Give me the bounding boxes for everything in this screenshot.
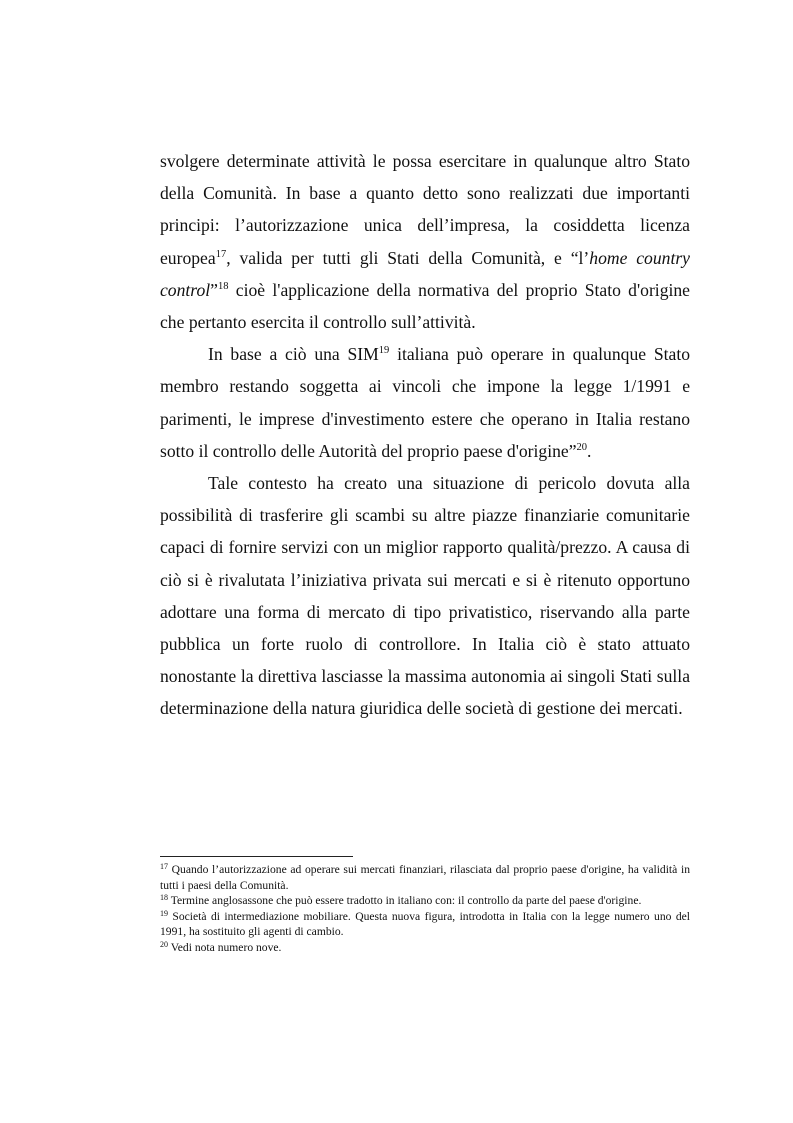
footnote-ref-17: 17 (215, 248, 227, 260)
footnote-text: Società di intermediazione mobiliare. Questa nuova figura, introdotta in Italia con la legge numero uno del 1991, ha sostituito gli agenti di cambio. (160, 909, 690, 939)
footnote-20 (160, 940, 690, 956)
paragraph-text: svolgere determinate attività le possa esercitare in qualunque altro Stato della Comunità. In base a quanto detto sono realizzati due importanti principi: l’autorizzazione unica dell’impresa, la cosiddetta licenza europea (160, 151, 690, 268)
paragraph-text: cioè l'applicazione della normativa del proprio Stato d'origine che pertanto esercita il controllo sull’attività. (160, 279, 690, 333)
paragraph-2 (160, 338, 690, 467)
footnote-text: Quando l’autorizzazione ad operare sui mercati finanziari, rilasciata dal proprio paese d'origine, ha validità in tutti i paesi della Comunità. (160, 863, 690, 892)
footnote-ref-19: 19 (378, 345, 390, 357)
paragraph-text: In base a ciò una SIM (208, 344, 379, 365)
footnotes (160, 862, 690, 956)
footnote-number: 18 (160, 893, 168, 903)
paragraph-text: . (587, 440, 592, 461)
italic-term: home country control (160, 247, 690, 300)
footnote-number: 20 (160, 939, 168, 949)
footnote-separator (160, 856, 353, 857)
footnote-text: Termine anglosassone che può essere tradotto in italiano con: il controllo da parte del paese d'origine. (168, 894, 642, 908)
main-text (160, 145, 690, 725)
footnote-18 (160, 893, 690, 909)
paragraph-text: italiana può operare in qualunque Stato membro restando soggetta ai vincoli che impone la legge 1/1991 e parimenti, le imprese d'investimento estere che operano in Italia restano sotto il controllo delle Autorità del proprio paese d'origine” (160, 344, 690, 461)
paragraph-3 (160, 467, 690, 725)
footnote-19 (160, 909, 690, 940)
footnote-number: 19 (160, 908, 168, 918)
paragraph-text: Tale contesto ha creato una situazione di pericolo dovuta alla possibilità di trasferire gli scambi su altre piazze finanziarie comunitarie capaci di fornire servizi con un miglior rapporto qualità/prezzo. A causa di ciò si è rivalutata l’iniziativa privata sui mercati e si è ritenuto opportuno adottare una forma di mercato di tipo privatistico, riservando alla parte pubblica un forte ruolo di controllore. In Italia ciò è stato attuato nonostante la direttiva lasciasse la massima autonomia ai singoli Stati sulla determinazione della natura giuridica delle società di gestione dei mercati. (160, 473, 690, 719)
footnote-ref-18: 18 (217, 280, 229, 292)
paragraph-1 (160, 145, 690, 338)
footnote-number: 17 (160, 862, 168, 871)
footnote-ref-20: 20 (576, 441, 588, 453)
paragraph-text: , valida per tutti gli Stati della Comunità, e “l’ (226, 247, 590, 268)
footnote-17 (160, 862, 690, 893)
footnote-text: Vedi nota numero nove. (168, 940, 282, 954)
closing-quote: ” (210, 279, 218, 300)
